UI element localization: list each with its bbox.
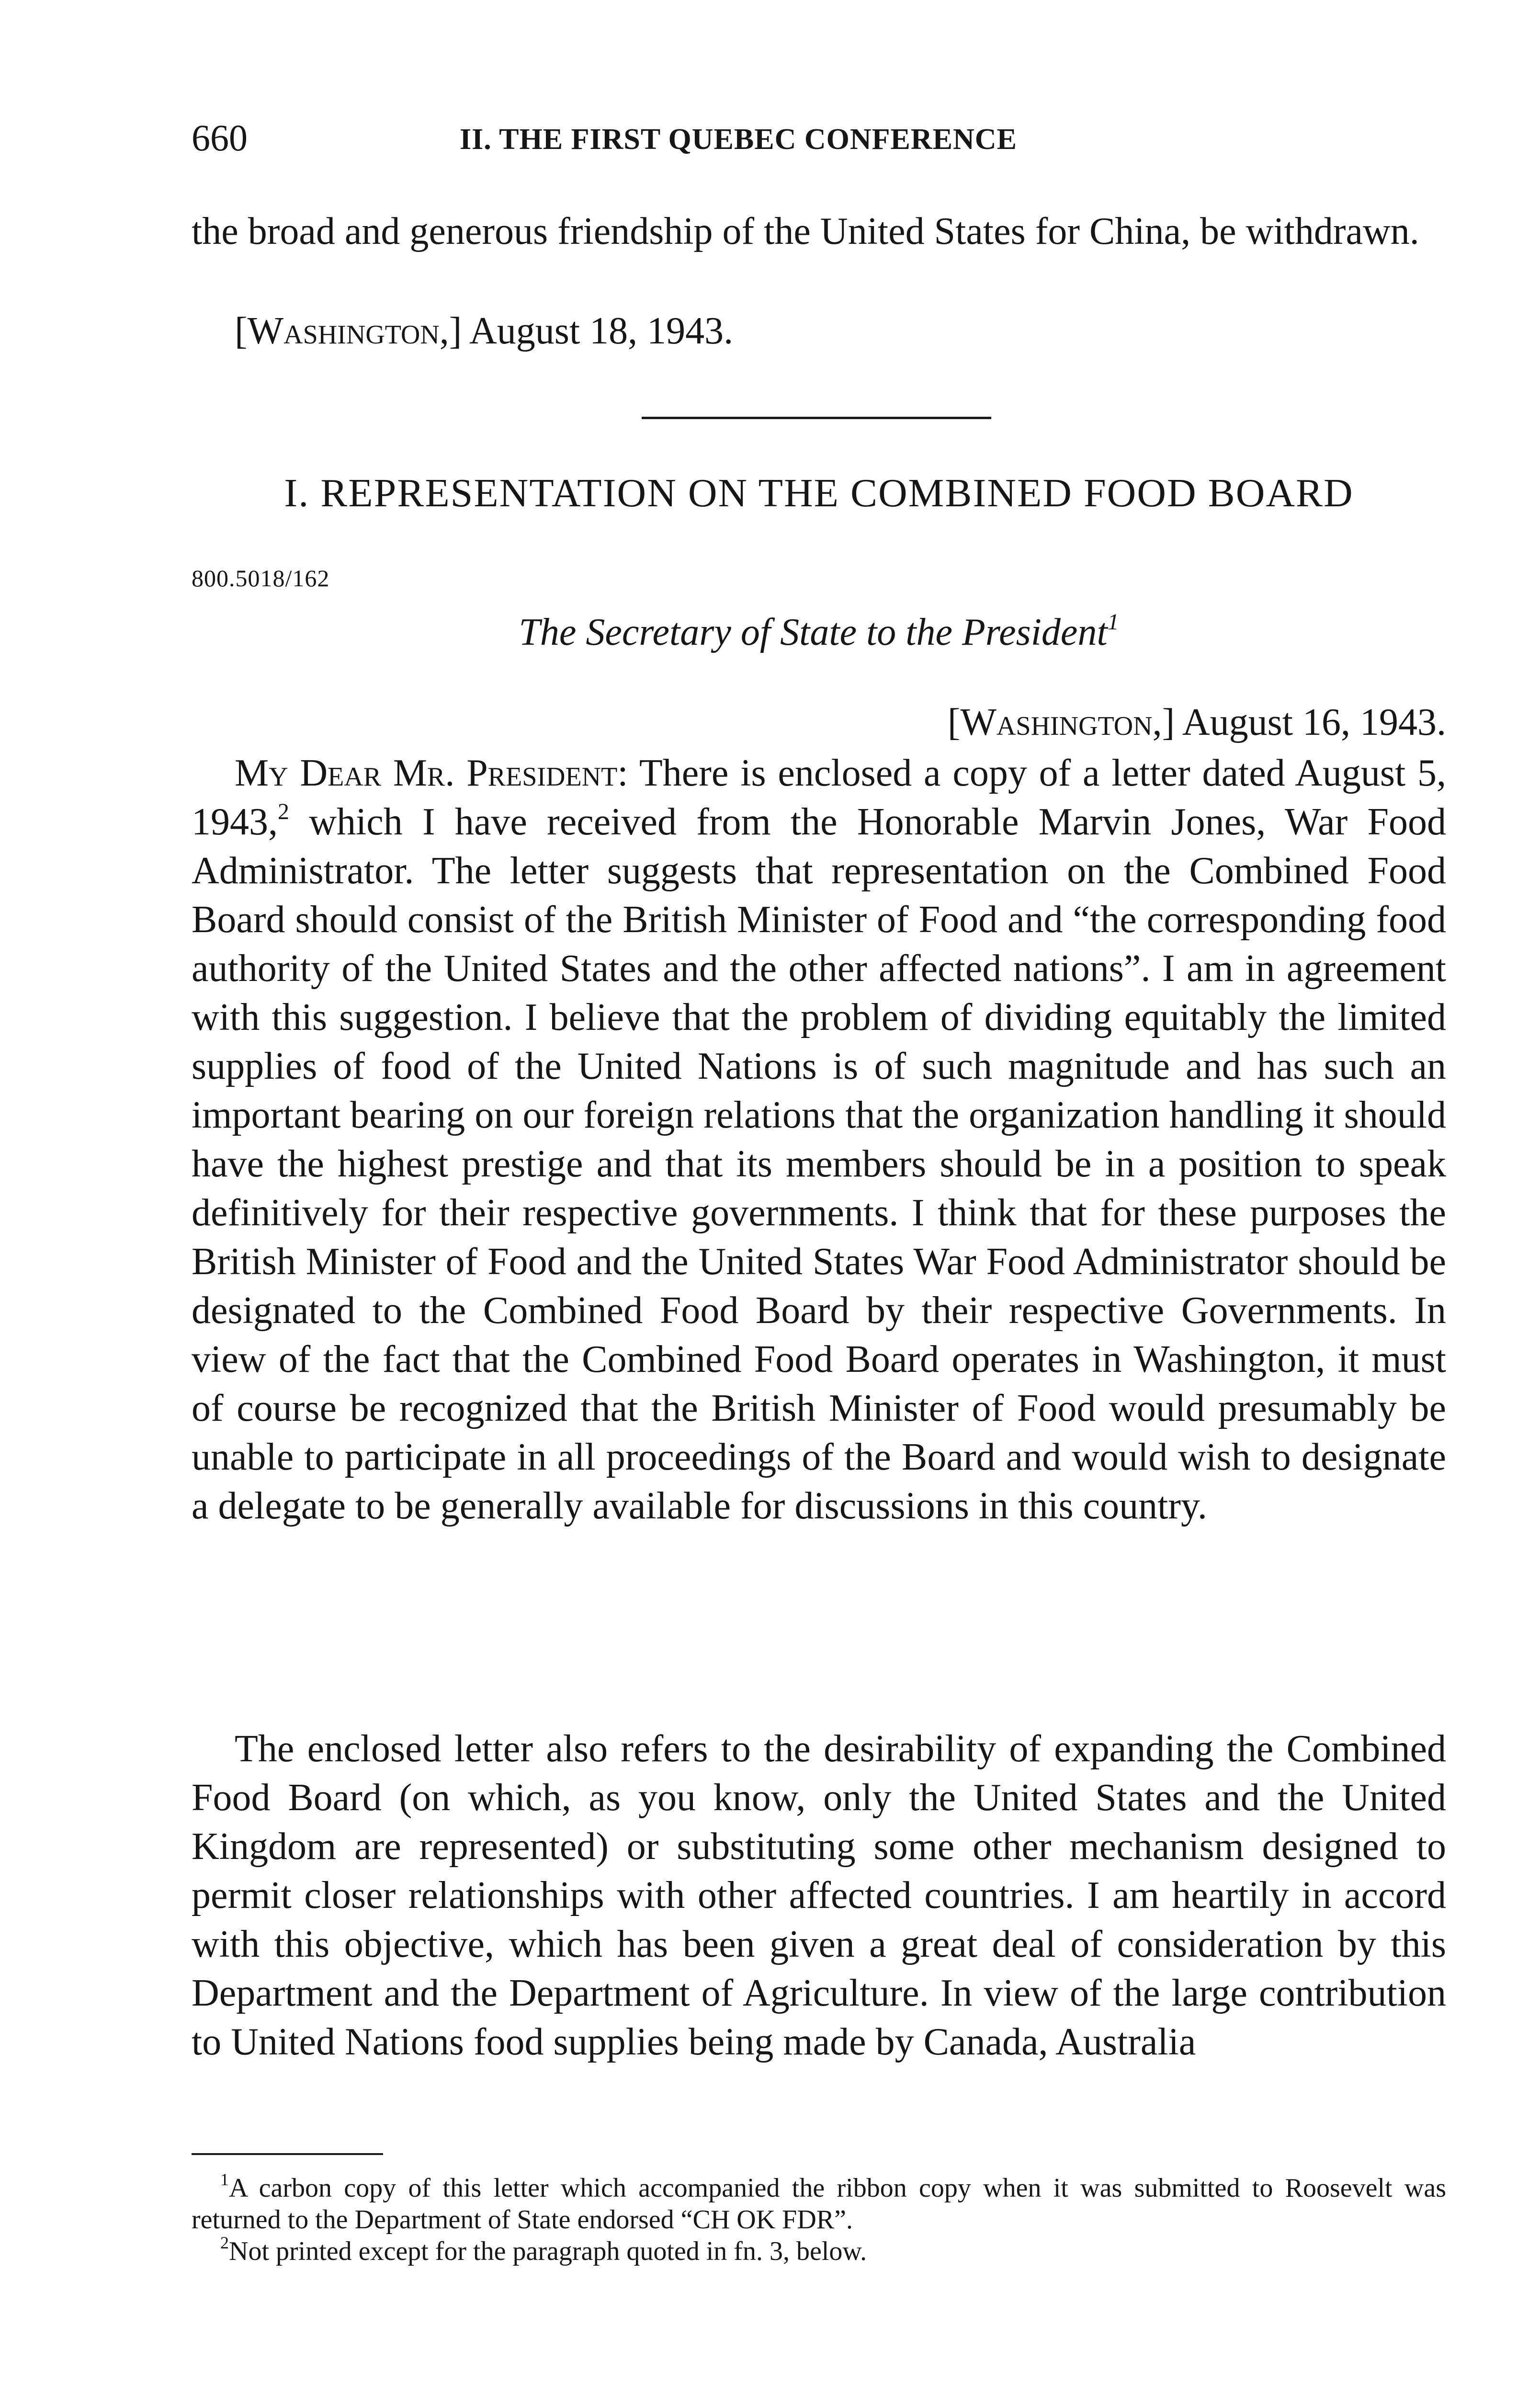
- salutation: My Dear Mr. President: [235, 752, 618, 794]
- footnote-rule: [192, 2153, 383, 2155]
- paragraph-1-part-1: : There is enclosed a copy of a letter dated August 5, 1943,: [192, 752, 1446, 843]
- document-title-text: The Secretary of State to the President: [519, 611, 1108, 653]
- page: [192, 0, 1446, 2395]
- footnote-1-marker: 1: [220, 2170, 229, 2189]
- previous-section-closing-text: the broad and generous friendship of the United States for China, be withdrawn.: [192, 210, 1419, 252]
- previous-dateline-place: [Washington,]: [235, 310, 462, 352]
- page-number: 660: [192, 117, 248, 159]
- letter-paragraph-1: [192, 749, 1446, 1530]
- file-number: 800.5018/162: [192, 565, 330, 592]
- footnote-1: [192, 2172, 1446, 2235]
- footnote-1-text: A carbon copy of this letter which accompanied the ribbon copy when it was submitted to Roosevelt was returned to the Department of State endorsed “CH OK FDR”.: [192, 2173, 1446, 2235]
- letter-dateline-place: [Washington,]: [947, 701, 1175, 743]
- footnote-2: [192, 2235, 1446, 2267]
- letter-paragraph-2: The enclosed letter also refers to the desirability of expanding the Combined Food Board (on which, as you know, only the United States and the United Kingdom are represented) or substituting some other mechanism designed to permit closer relationships with other affected countries. I am heartily in accord with this objective, which has been given a great deal of consideration by this Department and the Department of Agriculture. In view of the large contribution to United Nations food supplies being made by Canada, Australia: [192, 1728, 1446, 2063]
- section-heading: I. REPRESENTATION ON THE COMBINED FOOD BOARD: [284, 471, 1354, 515]
- running-head: [192, 114, 1446, 162]
- footnote-ref-2: 2: [278, 799, 289, 824]
- footnote-2-marker: 2: [220, 2233, 229, 2252]
- document-title: [192, 608, 1446, 656]
- letter-dateline-date: August 16, 1943.: [1182, 701, 1446, 743]
- footnote-2-text: Not printed except for the paragraph quoted in fn. 3, below.: [229, 2236, 867, 2266]
- footnote-ref-1: 1: [1107, 609, 1119, 635]
- previous-dateline-date: August 18, 1943.: [469, 310, 734, 352]
- letter-dateline: [948, 698, 1446, 747]
- paragraph-1-part-2: which I have received from the Honorable Marvin Jones, War Food Administrator. The letter suggests that representation on the Combined Food Board should consist of the British Minister of Food and “the corresponding food authority of the United States and the other affected nations”. I am in agreement with this suggestion. I believe that the problem of dividing equitably the limited supplies of food of the United Nations is of such magnitude and has such an important bearing on our foreign relations that the organization handling it should have the highest prestige and that its members should be in a position to speak definitively for their respective governments. I think that for these purposes the British Minister of Food and the United States War Food Administrator should be designated to the Combined Food Board by their respective Governments. In view of the fact that the Combined Food Board operates in Washington, it must of course be recognized that the British Minister of Food would presumably be unable to participate in all proceedings of the Board and would wish to designate a delegate to be generally available for discussions in this country.: [192, 801, 1446, 1527]
- running-title: II. THE FIRST QUEBEC CONFERENCE: [460, 123, 1017, 156]
- footnotes: [192, 2172, 1446, 2267]
- section-divider-rule: [642, 417, 991, 419]
- previous-section-dateline: [235, 307, 733, 355]
